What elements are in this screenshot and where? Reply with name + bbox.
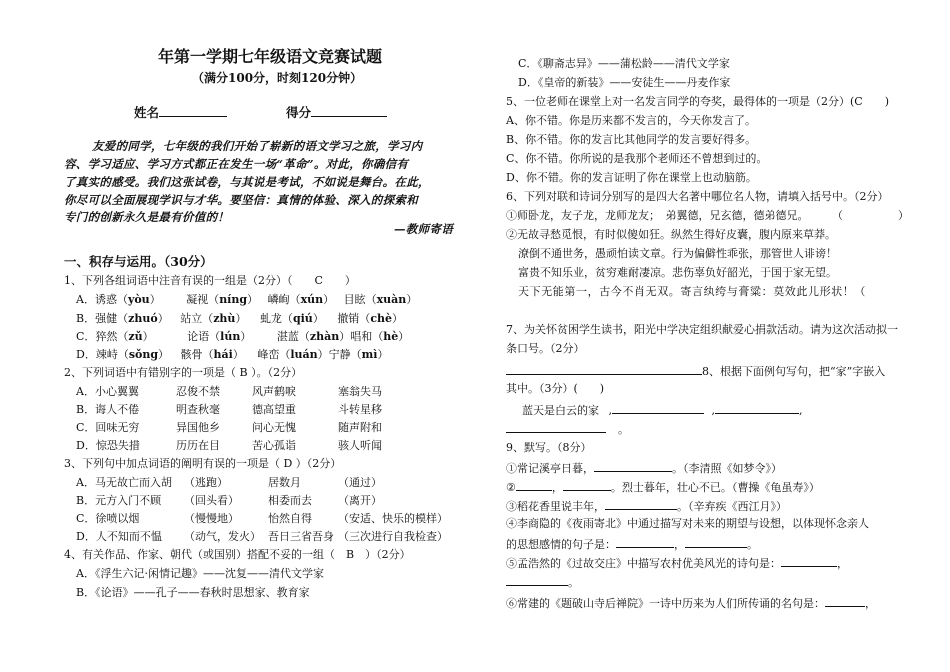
q4-option-a: A．《浮生六记·闲情记趣》——沈复——清代文学家: [76, 567, 324, 580]
q9-blank[interactable]: [563, 478, 611, 491]
question-8-stem: 8、根据下面例句写句，把“家”字嵌入: [702, 365, 886, 378]
q3-option-row: A．马无故亡而入胡 （逃跑） 居数月 （通过）: [76, 476, 382, 489]
q9-blank[interactable]: [605, 497, 677, 510]
question-1-stem: 1、下列各组词语中注音有误的一组是（2分）（ C ）: [64, 274, 356, 287]
q8-example-line: 蓝天是白云的家 , , ,: [522, 401, 803, 419]
q9-item-5-cont: 。: [506, 573, 579, 591]
question-3-stem: 3、下列句中加点词语的阐明有误的一项是（ D ）（2分）: [64, 457, 342, 470]
q9-item-5: ⑤孟浩然的《过故交庄》中描写农村优美风光的诗句是： ，: [506, 554, 848, 572]
question-5-stem: 5、一位老师在课堂上对一名发言同学的夸奖，最得体的一项是（2分）(C ): [506, 95, 889, 108]
exam-subtitle: （满分100分，时刻120分钟）: [192, 71, 363, 85]
q6-answer-parens[interactable]: （ ）: [832, 209, 909, 222]
question-6-stem: 6、下列对联和诗词分别写的是四大名著中哪位名人物，请填入括号中。（2分）: [506, 190, 889, 203]
q7-answer-line[interactable]: [506, 362, 885, 380]
q3-option-row: C．徐喷以烟 （慢慢地） 怡然自得 （安适、快乐的模样）: [76, 512, 448, 525]
signature: —教师寄语: [394, 222, 453, 236]
intro-line: 专门的创新永久是最有价值的！: [64, 210, 230, 224]
q9-item-3: ③稻花香里说丰年， 。（辛弃疾《西江月》）: [506, 497, 787, 515]
q8-blank-1[interactable]: [612, 401, 704, 414]
q1-option-c: C．猝然（zǔ） 论语（lún） 湛蓝（zhàn）唱和（hè）: [76, 330, 410, 343]
q8-blank-3[interactable]: [506, 420, 606, 433]
section-heading: 一、积存与运用。（30分）: [64, 254, 213, 269]
q5-option-d: D、你不错。你的发言证明了你在课堂上也动脑筋。: [506, 171, 757, 184]
q9-blank[interactable]: [506, 573, 568, 586]
q9-item-4-cont: 的思想感情的句子是： ， 。: [506, 535, 758, 553]
q9-blank[interactable]: [516, 478, 552, 491]
q5-option-c: C、你不错。你所说的是我那个老师还不曾想到过的。: [506, 152, 768, 165]
name-field[interactable]: [134, 104, 227, 121]
q6-line: ②无故寻愁觅恨，有时似傻如狂。纵然生得好皮囊，腹内原来草莽。: [506, 228, 836, 241]
q4-option-d: D．《皇帝的新装》——安徒生——丹麦作家: [518, 76, 731, 89]
q7-answer-blank[interactable]: [506, 362, 702, 375]
q9-blank[interactable]: [616, 535, 674, 548]
question-7-stem: 7、为关怀贫困学生读书，阳光中学决定组织献爱心捐款活动。请为这次活动拟一: [506, 323, 898, 336]
q9-blank[interactable]: [594, 459, 672, 472]
q3-option-row: D．人不知而不愠 （动气，发火） 吾日三省吾身 （三次进行自我检查）: [76, 530, 448, 543]
score-label: 得分: [286, 105, 312, 120]
q9-blank[interactable]: [825, 594, 865, 607]
q8-example: 蓝天是白云的家: [522, 404, 599, 417]
exam-title: 年第一学期七年级语文竞赛试题: [158, 47, 383, 66]
q6-line: 潦倒不通世务，愚顽怕读文章。行为偏僻性乖张，那管世人诽谤！: [518, 247, 837, 260]
question-4-stem: 4、有关作品、作家、朝代（或国别）搭配不妥的一组（ B ）（2分）: [64, 548, 411, 561]
question-7-stem-cont: 条口号。（2分）: [506, 342, 585, 355]
q8-line-2: 。: [506, 420, 629, 438]
q9-blank[interactable]: [781, 554, 837, 567]
q3-option-row: B．元方入门不顾 （回头看） 相委而去 （离开）: [76, 494, 382, 507]
q9-item-4: ④李商隐的《夜雨寄北》中通过描写对未来的期望与设想，以体现怀念亲人: [506, 517, 869, 530]
q4-option-c: C．《聊斋志异》——蒲松龄——清代文学家: [518, 57, 730, 70]
q2-option-row: C．回味无穷 异国他乡 问心无愧 随声附和: [76, 421, 382, 434]
intro-line: 友爱的同学，七年级的我们开始了崭新的语文学习之旅，学习内: [92, 139, 423, 153]
intro-line: 了真实的感受。我们这张试卷，与其说是考试，不如说是舞台。在此，: [64, 175, 430, 189]
q1-option-a: A．诱惑（yòu） 凝视（níng） 嶙峋（xún） 目眩（xuàn）: [76, 293, 418, 306]
q1-option-b: B．强健（zhuó） 站立（zhù） 虬龙（qiú） 撤销（chè）: [76, 312, 404, 325]
q6-line: ①师卧龙，友子龙，龙师龙友； 弟翼德，兄玄德，德弟德兄。: [506, 209, 809, 222]
q9-item-1: ①常记溪亭日暮， 。（李清照《如梦令》）: [506, 459, 782, 477]
score-field[interactable]: [286, 104, 387, 121]
name-blank[interactable]: [159, 104, 227, 117]
q1-option-d: D．竦峙（sǒng） 骸骨（hái） 峰峦（luán）宁静（mì）: [76, 348, 389, 361]
q2-option-row: D．惊恐失措 历历在目 苦心孤诣 骇人听闻: [76, 439, 382, 452]
q6-line: 天下无能第一，古今不肖无双。寄言纨绔与膏粱：莫效此儿形状！（: [518, 285, 866, 298]
q4-option-b: B．《论语》——孔子——春秋时思想家、教育家: [76, 586, 310, 599]
q9-item-2: ② ， 。烈士暮年，壮心不已。（曹操《龟虽寿》）: [506, 478, 820, 496]
q9-blank[interactable]: [685, 535, 747, 548]
q2-option-row: B．诲人不倦 明查秋毫 德高望重 斗转星移: [76, 403, 382, 416]
q5-option-a: A、你不错。你是历来都不发言的，今天你发言了。: [506, 114, 756, 127]
question-8-stem-cont: 其中。（3分）( ): [506, 382, 605, 395]
intro-line: 你尽可以全面展现学识与才华。要坚信：真情的体验、深入的探索和: [64, 193, 418, 207]
q5-option-b: B、你不错。你的发言比其他同学的发言要好得多。: [506, 133, 757, 146]
question-2-stem: 2、下列词语中有错别字的一项是（ B ）。（2分）: [64, 366, 303, 379]
q6-line: 富贵不知乐业，贫穷难耐凄凉。悲伤辜负好韶光，于国于家无望。: [518, 266, 837, 279]
name-label: 姓名: [134, 105, 160, 120]
intro-line: 容、学习适应、学习方式都正在发生一场“革命”。对此，你确信有: [64, 157, 409, 171]
q2-option-row: A．小心翼翼 忍俊不禁 风声鹤唳 塞翁失马: [76, 385, 382, 398]
question-9-stem: 9、默写。（8分）: [506, 441, 592, 454]
score-blank[interactable]: [311, 104, 387, 117]
q8-blank-2[interactable]: [715, 401, 799, 414]
q9-item-6: ⑥常建的《题破山寺后禅院》一诗中历来为人们所传诵的名句是： ，: [506, 594, 876, 612]
